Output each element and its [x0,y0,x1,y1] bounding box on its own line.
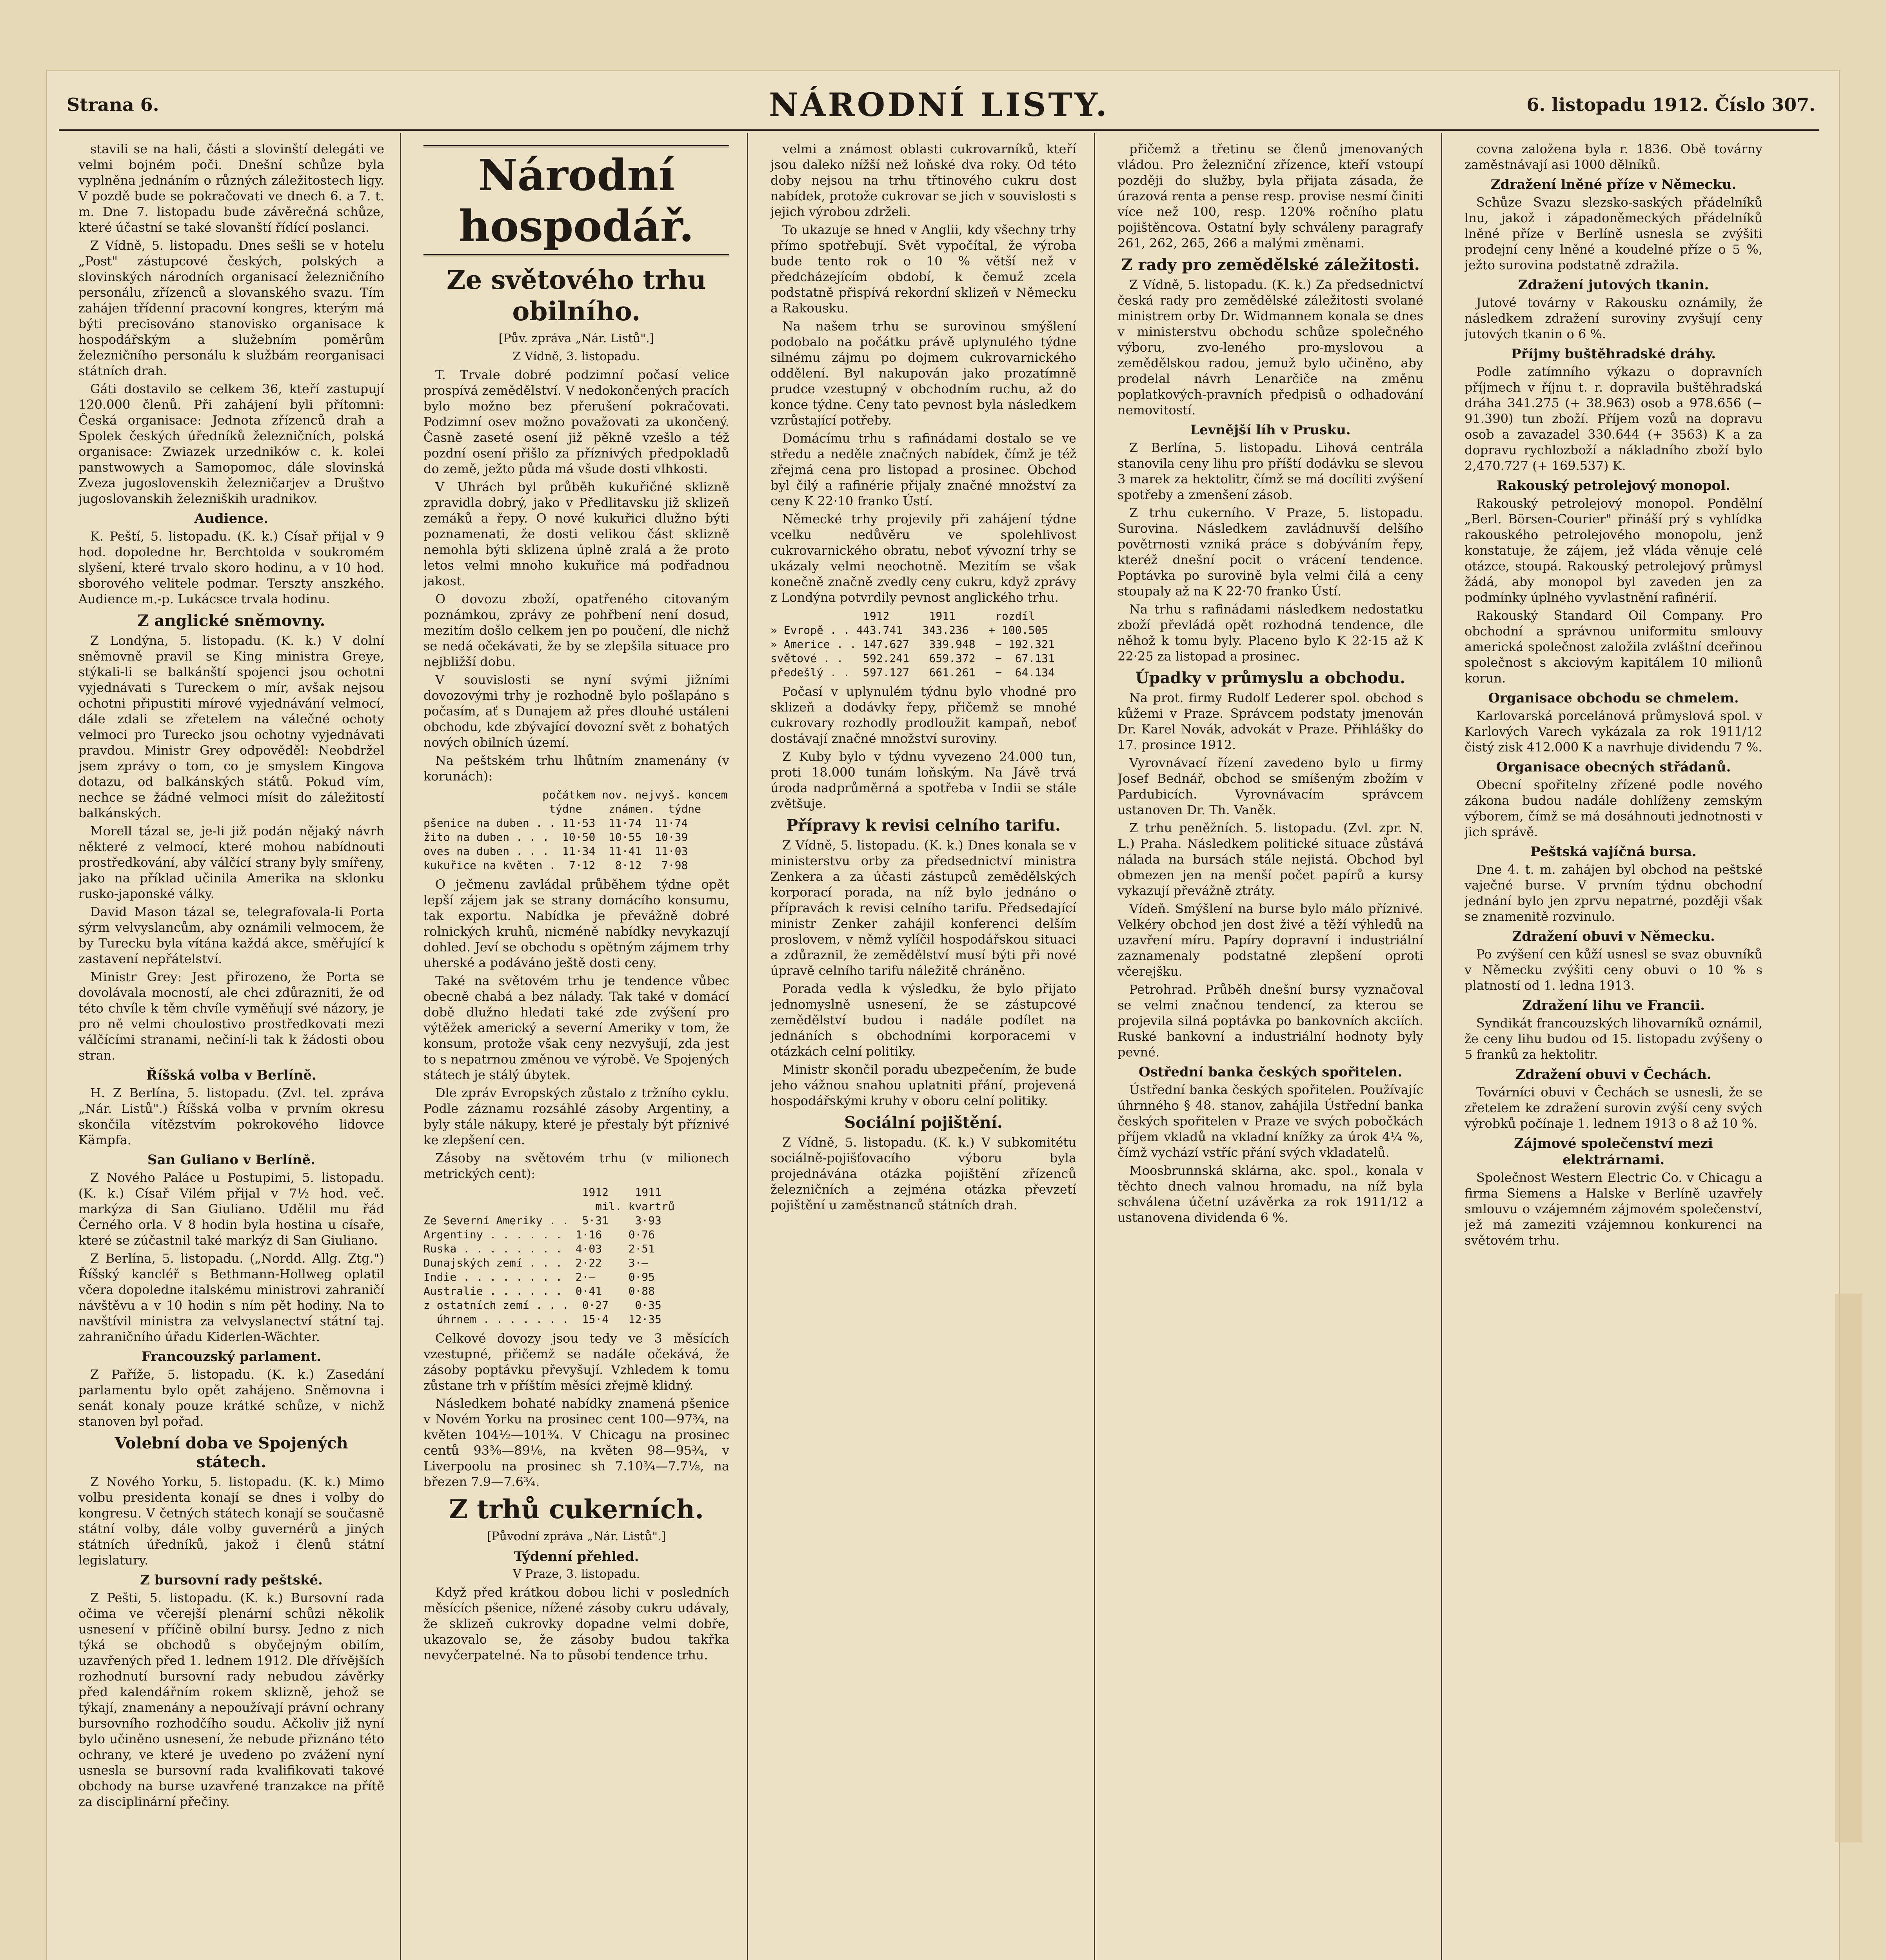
page-number: Strana 6. [67,94,159,115]
dateline: V Praze, 3. listopadu. [512,1567,640,1581]
column-2 [423,141,729,1960]
column-5 [1464,141,1762,1960]
article-text: O ječmenu zavládal průběhem týdne opět lepší zájem jak se strany domácího konsumu, tak exportu. Nabídka je převážně dobré rolnických kruhů, nicméně nabídky nevykazují dohled. Jeví se obchodu s opětným zájmem trhy uherské a podáváno ještě dosti ceny. [423,877,729,970]
article-text: Ministr skončil poradu ubezpečením, že bude jeho vážnou snahou uplatniti přání, projevená hospodářskými kruhy v oboru celní politiky. [770,1062,1076,1108]
article-text: Z Pešti, 5. listopadu. (K. k.) Bursovní rada očima ve včerejší plenární schůzi několik usnesení v příčině obilní bursy. Jedno z nich týká se obchodů s obyčejným obilím, uzavřených před 1. lednem 1912. Dle dřívějších rozhodnutí bursovní rady nebudou závěrky před kalendářním rokem sklizně, jehož se týkají, znamenány a nepoužívají právní ochrany bursovního rozhodčího soudu. Ačkoliv již nyní bylo učiněno usnesení, že nebude přiznáno této ochrany, ve které je uvedeno po zvážení nyní usnesla se bursovní rada kvalifikovati takové obchody na burse uzavřené tranzakce na přítě za disciplinární přečiny. [78,1590,384,1809]
article-text: Schůze Svazu slezsko-saských přádelníků lnu, jakož i západoněmeckých přádelníků lněné příze v Berlíně usnesla se zvýšiti prodejní ceny lněné a koudelné příze o 5 %, ježto surovina podstatně zdražila. [1464,195,1762,272]
article-text: Z Londýna, 5. listopadu. (K. k.) V dolní sněmovně pravil se King ministra Greye, stýkali-li se balkánští spojenci jsou ochotni vyjednávati s Tureckem o mír, avšak nejsou ochotni připustiti mírové vyjednávání velmocí, dále zdali se zřetelem na válečné ochoty velmoci pro Turecko jsou ochotny vyjednávati pravdou. Ministr Grey odpověděl: Neobdržel jsem zprávy o tom, co je smyslem Kingova dotazu, od balkánských států. Pokud vím, nechce se žádné velmoci mísit do záležitostí balkánských. [78,633,384,820]
article-text: H. Z Berlína, 5. listopadu. (Zvl. tel. zpráva „Nár. Listů".) Říšská volba v prvním okresu skončila vítězstvím pokrokového lidovce Kämpfa. [78,1085,384,1147]
article-heading: San Guliano v Berlíně. [147,1152,315,1168]
article-text: Porada vedla k výsledku, že bylo přijato jednomyslně usnesení, že se zástupcové zemědělství budou i nadále podílet na jednáních s obchodními korporacemi v otázkách celní politiky. [770,981,1076,1059]
article-text: K. Peští, 5. listopadu. (K. k.) Císař přijal v 9 hod. dopoledne hr. Berchtolda v soukromém slyšení, které trvalo skoro hodinu, a v 10 hod. sborového velitele podmar. Terszty anszkého. Audience m.-p. Lukácsce trvala hodinu. [78,529,384,606]
article-text: Domácímu trhu s rafinádami dostalo se ve středu a neděle značných nabídek, čímž je též zřejmá cena pro listopad a prosinec. Obchod byl čilý a rafinérie přijaly značné množství za ceny K 22·10 franko Ústí. [770,431,1076,508]
article-heading: Ze světového trhu obilního. [447,265,706,327]
article-text: Petrohrad. Průběh dnešní bursy vyznačoval se velmi značnou tendencí, za kterou se projevila silná poptávka po bankovních akciích. Ruské bankovní a industriální hodnoty byly pevné. [1117,982,1423,1060]
column-rule [1094,133,1095,1960]
article-text: velmi a známost oblasti cukrovarníků, kteří jsou daleko nížší než loňské dva roky. Od této doby nejsou na trhu třtinového cukru dost nabídek, protože cukrovar se jich v souvislosti s jejich výrobou zdrželi. [770,142,1076,219]
article-text: Zásoby na světovém trhu (v milionech metrických cent): [423,1151,729,1181]
article-text: Rakouský Standard Oil Company. Pro obchodní a správnou uniformitu smlouvy americká společnost založila zvláštní dceřinou společnost s akciovým kapitálem 10 milionů korun. [1464,608,1762,686]
article-text: Z Nového Yorku, 5. listopadu. (K. k.) Mimo volbu presidenta konají se dnes i volby do kongresu. V četných státech konají se současně státní volby, dále volby guvernérů a jiných státních úředníků, jakož i členů státní legislatury. [78,1474,384,1568]
article-heading: Z trhů cukerních. [449,1494,704,1524]
article-text: Z Vídně, 5. listopadu. (K. k.) Za předsednictví česká rady pro zemědělské záležitosti svolané ministrem orby Dr. Widmannem konala se dnes v ministerstvu obchodu schůze společného výboru, zvo-leného pro-myslovou a zemědělskou radou, jemuž bylo učiněno, aby prodelal návrh Lenarčiče na změnu poplatkových-pravních předpisů o odhadování nemovitostí. [1117,277,1423,417]
article-text: Počasí v uplynulém týdnu bylo vhodné pro sklizeň a dodávky řepy, přičemž se mnohé cukrovary rozhodly prodloužit kampaň, neboť dostávají značné množství suroviny. [770,684,1076,746]
article-text: Následkem bohaté nabídky znamená pšenice v Novém Yorku na prosinec cent 100—97¾, na květen 104½—101¾. V Chicagu na prosinec centů 93⅜—89⅛, na květen 98—95¾, v Liverpoolu na prosinec sh 7.10¾—7.7⅛, na březen 7.9—7.6¾. [423,1396,729,1489]
column-4 [1117,141,1423,1960]
article-text: Vyrovnávací řízení zavedeno bylo u firmy Josef Bednář, obchod se smíšeným zbožím v Pardubicích. Vyrovnávacím správcem ustanoven Dr. Th. Vaněk. [1117,755,1423,817]
section-title: Národní hospodář. [423,145,729,256]
article-heading: Francouzský parlament. [141,1349,322,1365]
article-text: Z trhu cukerního. V Praze, 5. listopadu. Surovina. Následkem zavládnuvší delšího povětrnosti vzniká práce s dobýváním řepy, kteréž dnešní pocit o vrácení tendence. Poptávka po surovině byla velmi čilá a ceny stoupaly až na K 22·70 franko Ústí. [1117,505,1423,599]
dateline: Z Vídně, 3. listopadu. [512,350,640,363]
article-heading: Příjmy buštěhradské dráhy. [1511,346,1716,362]
article-text: Po zvýšení cen kůží usnesl se svaz obuvníků v Německu zvýšiti ceny obuvi o 10 % s platností od 1. ledna 1913. [1464,947,1762,993]
article-text: Německé trhy projevily při zahájení týdne vcelku nedůvěru ve spolehlivost cukrovarnického obratu, neboť vývozní trhy se ukázaly velmi neochotně. Mezitím se však konečně značně zvedly ceny cukru, když zprávy z Londýna potvrdily pevnost anglického trhu. [770,512,1076,605]
article-heading: Zdražení obuvi v Německu. [1512,929,1715,944]
article-text: Karlovarská porcelánová průmyslová spol. v Karlových Varech vykázala za rok 1911/12 čistý zisk 412.000 K a navrhuje dividendu 7 %. [1464,708,1762,755]
article-text: Z Paříže, 5. listopadu. (K. k.) Zasedání parlamentu bylo opět zahájeno. Sněmovna i senát konaly pouze krátké schůze, v nichž stanoven byl pořad. [78,1367,384,1429]
article-heading: Zdražení jutových tkanin. [1518,277,1709,293]
article-source: [Původní zpráva „Nár. Listů".] [487,1530,666,1543]
article-text: Ministr Grey: Jest přirozeno, že Porta se dovolávala mocností, ale chci zdůrazniti, že od této chvíle k těm chvíle vyměňují své názory, je pro ně velmi choulostivo prostředkovati mezi válčícími stranami, nečiní-li tak k žádosti obou stran. [78,969,384,1063]
article-text: Ústřední banka českých spořitelen. Používajíc úhrnného § 48. stanov, zahájila Ústřední banka českých spořitelen v Praze ve svých pobočkách příjem vkladů na vkladní knížky za úrok 4¼ %, čímž vychází vstříc přání svých vkladatelů. [1117,1082,1423,1160]
article-heading: Zájmové společenství mezi elektrárnami. [1514,1136,1713,1168]
column-3 [770,141,1076,1960]
article-text: Z Kuby bylo v týdnu vyvezeno 24.000 tun, proti 18.000 tunám loňským. Na Jávě trvá úroda nadprůměrná a spotřeba v Indii se stále zvětšuje. [770,749,1076,811]
article-heading: Z rady pro zemědělské záležitosti. [1121,256,1420,274]
sugar-table: 1912 1911 rozdíl » Evropě . . 443.741 343.236 + 100.505 » Americe . . 147.627 339.948 − 192.321 světové . . 592.241 659.372 − 67.131 předešlý . . 597.127 661.261 − 64.134 [770,610,1055,679]
article-text: V Uhrách byl průběh kukuřičné sklizně zpravidla dobrý, jako v Předlitavsku již sklizeň zemáků a řepy. O nové kukuřici dlužno býti poznamenati, že dosti velikou část sklizně nemohla býti sklizena úplně zralá a že proto letos velmi mnoho kukuřice má podřadnou jakost. [423,479,729,588]
article-text: Z Vídně, 5. listopadu. (K. k.) V subkomitétu sociálně-pojišťovacího výboru byla projednávána otázka pojištění zřízenců železničních a zejména otázka převzetí pojištění u zaměstnanců státních drah. [770,1135,1076,1212]
page-header [59,86,1819,131]
article-text: covna založena byla r. 1836. Obě továrny zaměstnávají asi 1000 dělníků. [1464,142,1762,172]
article-heading: Zdražení lněné příze v Německu. [1490,177,1737,192]
article-heading: Sociální pojištění. [844,1113,1003,1132]
article-heading: Zdražení obuvi v Čechách. [1515,1067,1712,1082]
column-rule [1441,133,1442,1960]
article-text: Podle zatímního výkazu o dopravních příjmech v říjnu t. r. dopravila buštěhradská dráha 341.275 (+ 38.963) osob a 978.656 (− 91.390) tun zboží. Příjem vozů na dopravu osob a zavazadel 330.644 (+ 3563) K a za dopravu rychlozboží a nákladního zboží bylo 2,470.727 (+ 169.537) K. [1464,364,1762,473]
article-text: Na prot. firmy Rudolf Lederer spol. obchod s kůžemi v Praze. Správcem podstaty jmenován Dr. Karel Novák, advokát v Praze. Přihlášky do 17. prosince 1912. [1117,690,1423,752]
article-heading: Levnější líh v Prusku. [1190,422,1351,438]
article-heading: Peštská vajíčná bursa. [1530,844,1697,860]
article-text: Z Berlína, 5. listopadu. („Nordd. Allg. Ztg.") Říšský kancléř s Bethmann-Hollweg oplatil včera dopoledne italskému ministrovi zahraničí návštěvu a v 10 hodin s ním pět hodiny. Na to navštívil ministra za velvyslanectví státní taj. zahraničního úřadu Kiderlen-Wächter. [78,1251,384,1344]
article-text: Z Nového Paláce u Postupimi, 5. listopadu. (K. k.) Císař Vilém přijal v 7½ hod. več. markýza di San Giuliano. Udělil mu řád Černého orla. V 8 hodin byla hostina u císaře, které se zúčastnil také markýz di San Giuliano. [78,1170,384,1248]
column-1 [78,141,384,1960]
article-heading: Z anglické sněmovny. [137,612,325,630]
article-heading: Říšská volba v Berlíně. [146,1067,316,1083]
article-text: Rakouský petrolejový monopol. Pondělní „Berl. Börsen-Courier" přináší prý s vyhlídka rakouského petrolejového monopolu, jenž konstatuje, že zájem, jež vláda věnuje celé otázce, stoupá. Rakouský petrolejový průmysl žádá, aby monopol byl zaveden jen za podmínky úplného vyvlastnění rafinérií. [1464,496,1762,605]
price-table: počátkem nov. nejvyš. koncem týdne známen. týdne pšenice na duben . . 11·53 11·74 11·74 žito na duben . . . 10·50 10·55 10·39 oves na duben . . . 11·34 11·41 11·03 kukuřice na květen . 7·12 8·12 7·98 [423,788,728,872]
article-text: Morell tázal se, je-li již podán nějaký návrh některé z velmocí, které mohou nabídnouti prostředkování, aby válčící strany byly smířeny, jako na příklad učinila Amerika na sklonku rusko-japonské války. [78,824,384,901]
supply-table: 1912 1911 mil. kvartrů Ze Severní Ameriky . . 5·31 3·93 Argentiny . . . . . . 1·16 0·76 Ruska . . . . . . . . 4·03 2·51 Dunajských zemí . . . 2·22 3·— Indie . . . . . . . . 2·— 0·95 Australie . . . . . . 0·41 0·88 z ostatních zemí . . . 0·27 0·35 úhrnem . . . . . . . 15·4 12·35 [423,1186,675,1326]
article-heading: Ostřední banka českých spořitelen. [1138,1064,1403,1080]
article-text: Na peštském trhu lhůtním znamenány (v korunách): [423,753,729,784]
article-text: Továrníci obuvi v Čechách se usnesli, že se zřetelem ke zdražení surovin zvýší ceny svých výrobků počínaje 1. lednem 1913 o 8 až 10 %. [1464,1085,1762,1131]
article-text: Společnost Western Electric Co. v Chicagu a firma Siemens a Halske v Berlíně uzavřely smlouvu o vzájemném zájmovém společenství, jež má zameziti vzájemnou konkurenci na světovém trhu. [1464,1170,1762,1248]
article-text: přičemž a třetinu se členů jmenovaných vládou. Pro železniční zřízence, kteří vstoupí později do služby, byla přijata zásada, že úrazová renta a pense resp. provise nesmí činiti více než 100, resp. 120% ročního platu pojištěncova. Ostatní byly schváleny paragrafy 261, 262, 265, 266 a malými změnami. [1117,142,1423,250]
article-text: Celkové dovozy jsou tedy ve 3 měsících vzestupné, přičemž se nadále očekává, že zásoby poptávku převyšují. Vzhledem k tomu zůstane trh v příštím měsíci zřejmě klidný. [423,1331,729,1393]
newspaper-title: NÁRODNÍ LISTY. [769,86,1109,124]
article-heading: Rakouský petrolejový monopol. [1496,478,1731,494]
article-text: Moosbrunnská sklárna, akc. spol., konala v těchto dnech valnou hromadu, na níž byla schválena účetní uzávěrka za rok 1911/12 a ustanovena dividenda 6 %. [1117,1163,1423,1225]
article-heading: Audience. [194,511,269,526]
article-text: Dne 4. t. m. zahájen byl obchod na peštské vaječné burse. V prvním týdnu obchodní jednání bylo jen zprvu nepatrné, později však se znamenitě rozvinulo. [1464,862,1762,924]
issue-date: 6. listopadu 1912. Číslo 307. [1526,94,1815,115]
article-text: V souvislosti se nyní svými jižními dovozovými trhy je rozhodně bylo pošlapáno s počasím, ať s Dunajem až přes dlouhé ustáleni obchodu, kde zbývající dovozní svět z bohatých nových obilních území. [423,672,729,750]
article-text: Jutové továrny v Rakousku oznámily, že následkem zdražení suroviny zvyšují ceny jutových tkanin o 6 %. [1464,295,1762,341]
paper-stain [1835,1294,1862,1842]
article-text: Když před krátkou dobou lichi v posledních měsících pšenice, nížené zásoby cukru udávaly, že sklizeň cukrovky dopadne velmi dobře, ukazovalo se, že zásoby budou takřka nevyčerpatelné. Na to působí tendence trhu. [423,1585,729,1662]
article-text: Z Berlína, 5. listopadu. Lihová centrála stanovila ceny lihu pro příští dodávku se slevou 3 marek za hektolitr, čímž se má docíliti zvýšení spotřeby a zmenšení zásob. [1117,440,1423,502]
article-text: stavili se na hali, části a slovinští delegáti ve velmi bojném poči. Dnešní schůze byla vyplněna jednáním o různých záležitostech ligy. V pozdě bude se pokračovati ve dnech 6. a 7. t. m. Dne 7. listopadu bude závěrečná schůze, které účastní se také slovanští řídící poslanci. [78,142,384,235]
article-text: Obecní spořitelny zřízené podle nového zákona budou nadále dohlíženy zemským výborem, čímž se má dosáhnouti jednotnosti v jich správě. [1464,777,1762,839]
article-text: T. Trvale dobré podzimní počasí velice prospívá zemědělství. V nedokončených pracích bylo možno bez přerušení pokračovati. Podzimní osev možno považovati za ukončený. Časně zaseté osení již pěkně vzešlo a též pozdní osení přišlo za příznivých předpokladů do země, ježto půda má všude dosti vlhkosti. [423,367,729,476]
article-subheading: Týdenní přehled. [514,1549,639,1564]
article-heading: Přípravy k revisi celního tarifu. [786,816,1061,835]
column-rule [747,133,748,1960]
article-text: David Mason tázal se, telegrafovala-li Porta sýrm velvyslancům, aby oznámili velmocem, že by Turecku byla vítána každá akce, směřující k zastavení nepřátelství. [78,904,384,966]
article-text: To ukazuje se hned v Anglii, kdy všechny trhy přímo spotřebují. Svět vypočítal, že výroba bude tento rok o 10 % větší než v předcházejícím období, k čemuž zcela podstatně přispívá rekordní sklizeň v Německu a Rakousku. [770,222,1076,316]
article-text: Z Vídně, 5. listopadu. (K. k.) Dnes konala se v ministerstvu orby za předsednictví ministra Zenkera a za účasti zástupců zemědělských korporací porada, na níž bylo jednáno o přípravách k revisi celního tarifu. Předsedající ministr Zenker zahájil konferenci delším proslovem, v němž vylíčil hospodářskou situaci a zdůraznil, že zemědělství musí býti při nové úpravě celního tarifu náležitě chráněno. [770,838,1076,978]
article-text: Syndikát francouzských lihovarníků oznámil, že ceny lihu budou od 15. listopadu zvýšeny o 5 franků za hektolitr. [1464,1016,1762,1062]
article-text: Vídeň. Smýšlení na burse bylo málo příznivé. Velkéry obchod jen dost živé a těží výhledů na uzavření míru. Papíry dopravní i industriální zaznamenaly podstatné zlepšení oproti včerejšku. [1117,901,1423,979]
article-text: O dovozu zboží, opatřeného citovaným poznámkou, zprávy ze pohřbení není dosud, mezitím došlo celkem jen po poučení, dle nichž se nedá očekávati, že by se zlepšila situace pro nejbližší dobu. [423,592,729,669]
column-rule [400,133,401,1960]
article-text: Gáti dostavilo se celkem 36, kteří zastupují 120.000 členů. Při zahájení byli přítomni: Česká organisace: Jednota zřízenců drah a Spolek českých úředníků železničních, polská organisace: Zwiazek urzedników c. k. kolei panstwowych a Samopomoc, dále slovinská Zveza jugoslovenskih železničarjev a Društvo jugoslovanskih železniških uradnikov. [78,381,384,506]
article-heading: Organisace obecných střádanů. [1496,759,1731,775]
article-text: Z trhu peněžních. 5. listopadu. (Zvl. zpr. N. L.) Praha. Následkem politické situace zůstává nálada na bursách stále nejistá. Obchod byl obmezen jen na menší počet papírů a kursy vykazují převážně ztráty. [1117,820,1423,898]
article-heading: Volební doba ve Spojených státech. [114,1434,348,1471]
article-heading: Úpadky v průmyslu a obchodu. [1135,669,1406,687]
article-heading: Z bursovní rady peštské. [140,1572,323,1588]
article-heading: Organisace obchodu se chmelem. [1488,690,1739,706]
article-text: Na našem trhu se surovinou smýšlení podobalo na počátku právě uplynulého týdne silnému zájmu po dojmem cukrovarnického oddělení. Byl nakupován jako prozatímně prudce vzestupný v obchodním ruchu, až do konce týdne. Ceny tato pevnost byla následkem vzrůstající potřeby. [770,319,1076,428]
article-heading: Zdražení lihu ve Francii. [1522,998,1705,1013]
article-text: Dle zpráv Evropských zůstalo z tržního cyklu. Podle záznamu rozsáhlé zásoby Argentiny, a byly stále nákupy, které je přestaly být příznivé ke zlepšení cen. [423,1085,729,1147]
article-source: [Pův. zpráva „Nár. Listů".] [498,332,654,345]
article-text: Také na světovém trhu je tendence vůbec obecně chabá a bez nálady. Tak také v domácí době dlužno hledati také zde zvýšení pro výtěžek americký a severní Ameriky v tom, že konsum, protože však ceny nezvyšují, zda jest to s nepatrnou změnou ve výrobě. Ve Spojených státech je stálý úbytek. [423,973,729,1082]
article-text: Na trhu s rafinádami následkem nedostatku zboží převládá opět rozhodná tendence, dle něhož k tomu byly. Placeno bylo K 22·15 až K 22·25 za listopad a prosinec. [1117,602,1423,664]
article-text: Z Vídně, 5. listopadu. Dnes sešli se v hotelu „Post" zástupcové českých, polských a slovinských národních organisací železničního personálu, zřízenců a slovanského svazu. Tím zahájen třídenní pracovní kongres, kterým má býti precisováno stanovisko organisace k hospodářským a služebním poměrům železničního personálu k službám reorganisaci státních drah. [78,238,384,378]
